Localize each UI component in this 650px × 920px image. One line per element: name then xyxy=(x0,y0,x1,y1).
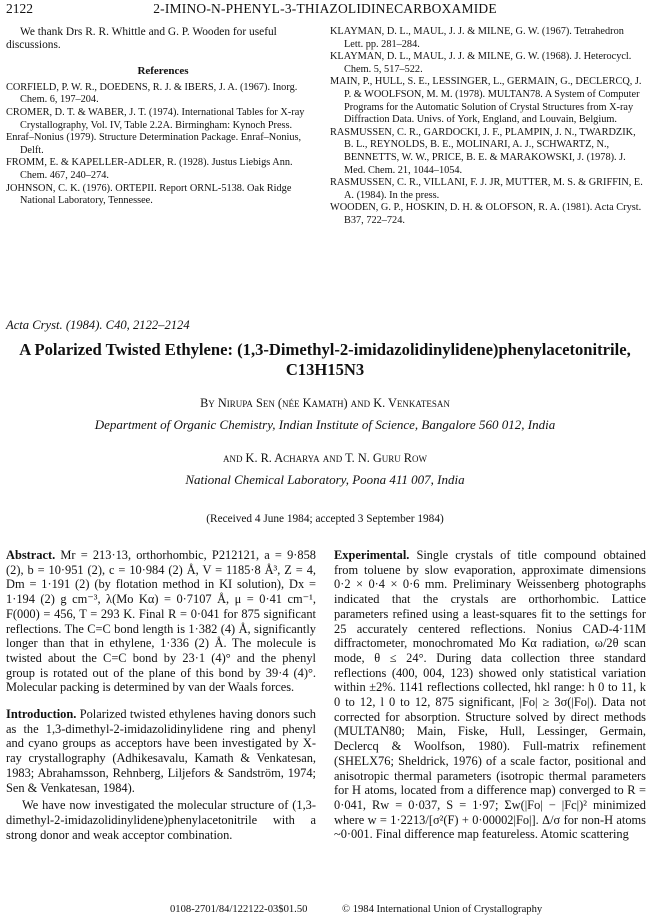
affiliation-1: Department of Organic Chemistry, Indian Institute of Science, Bangalore 560 012, India xyxy=(94,417,556,432)
reference-entry: RASMUSSEN, C. R., VILLANI, F. J. JR, MUTTER, M. S. & GRIFFIN, E. A. (1984). In the press. xyxy=(330,177,643,201)
introduction-label: Introduction. xyxy=(6,707,77,722)
abstract-text: Mr = 213·13, orthorhombic, P212121, a = 9·858 (2), b = 10·951 (2), c = 10·984 (2) Å, V = 1185·8 Å³, Z = 4, Dm = 1·191 (2) (by flotation method in KI solution), Dx = 1·194 (2) g cm⁻³, λ(Mo Kα) = 0·7107 Å, μ = 0·41 cm⁻¹, F(000) = 456, T = 293 K. Final R = 0·041 for 875 significant reflections. The C=C bond length is 1·382 (4) Å, significantly longer than that in ethylene, 1·336 (2) Å. The molecule is twisted about the C=C bond by 23·1 (4)° and the phenyl group is rotated out of the plane of this bond by 39·4 (4)°. Molecular packing is determined by van der Waals forces. xyxy=(6,548,316,695)
previous-article-right-column xyxy=(330,26,644,228)
title-line: A Polarized Twisted Ethylene: (1,3-Dimethyl-2-imidazolidinylidene)phenylacetonitrile, xyxy=(19,340,631,359)
reference-entry: KLAYMAN, D. L., MAUL, J. J. & MILNE, G. W. (1967). Tetrahedron Lett. pp. 281–284. xyxy=(330,26,624,50)
experimental xyxy=(334,548,646,842)
reference-entry: FROMM, E. & KAPELLER-ADLER, R. (1928). Justus Liebigs Ann. Chem. 467, 240–274. xyxy=(6,157,293,182)
acknowledgement: We thank Drs R. R. Whittle and G. P. Wooden for useful discussions. xyxy=(6,26,277,52)
introduction xyxy=(6,707,316,795)
journal-citation: Acta Cryst. (1984). C40, 2122–2124 xyxy=(6,318,190,332)
reference-entry: Enraf–Nonius (1979). Structure Determination Package. Enraf–Nonius, Delft. xyxy=(6,132,302,156)
experimental-text: Single crystals of title compound obtained from toluene by slow evaporation, approximate dimensions 0·2 × 0·4 × 0·6 mm. Preliminary Weissenberg photographs indicated that the crystals are orthorhombic. Lattice parameters refined using a least-squares fit to the settings for 25 accurately centered reflections. Nonius CAD-4·11M diffractometer, monochromated Mo Kα radiation, ω/2θ scan mode, θ ≤ 24°. During data collection three standard reflections (400, 004, 123) showed only statistical variation within ±2%. 1141 reflections collected, hkl range: h 0 to 11, k 0 to 12, l 0 to 12, 875 significant, |Fo| ≥ 3σ(|Fo|). Data not corrected for absorption. Structure solved by direct methods (MULTAN80; Main, Fiske, Hull, Lessinger, Germain, Declercq & Woolfson, 1980). Full-matrix refinement (SHELX76; Sheldrick, 1976) of a scale factor, positional and anisotropic thermal parameters (isotropic thermal parameters for H atoms, located from a difference map) converged to R = 0·041, Rw = 0·037, S = 1·97; Σw(|Fo| − |Fc|)² minimized where w = 1·2213/[σ²(F) + 0·00002|Fo|]. Δ/σ for non-H atoms ~0·001. Final difference map featureless. Atomic scattering xyxy=(334,548,646,842)
introduction-paragraph-2: We have now investigated the molecular structure of (1,3-dimethyl-2-imidazolidinylidene)phenylacetonitrile with a strong donor and weak acceptor combination. xyxy=(6,798,316,842)
affiliation-2: National Chemical Laboratory, Poona 411 007, India xyxy=(185,472,465,487)
experimental-label: Experimental. xyxy=(334,548,410,562)
article-right-column xyxy=(334,548,646,842)
reference-entry: MAIN, P., HULL, S. E., LESSINGER, L., GERMAIN, G., DECLERCQ, J. P. & WOOLFSON, M. M. (1978). MULTAN78. A System of Computer Programs for the Automatic Solution of Crystal Structures from X-ray Diffraction Data. Univs. of York, England, and Louvain, Belgium. xyxy=(330,76,642,126)
abstract-label: Abstract. xyxy=(6,548,56,562)
previous-article-left-column xyxy=(6,26,320,208)
article-code: 0108-2701/84/122122-03$01.50 xyxy=(170,904,308,915)
references-heading: References xyxy=(137,64,189,77)
authors-group-2: and K. R. Acharya and T. N. Guru Row xyxy=(222,451,428,465)
reference-entry: CORFIELD, P. W. R., DOEDENS, R. J. & IBERS, J. A. (1967). Inorg. Chem. 6, 197–204. xyxy=(6,81,298,106)
page-number: 2122 xyxy=(6,1,33,16)
introduction-text: Polarized twisted ethylenes having donors such as the 1,3-dimethyl-2-imidazolidinylidene ring and phenyl and cyano groups as acceptors have been investigated by X-ray crystallography (Adhikesavalu, Kamath & Venkatesan, 1983; Abrahamsson, Rehnberg, Liljefors & Sandström, 1974; Sen & Venkatesan, 1984). xyxy=(6,707,316,795)
reference-entry: WOODEN, G. P., HOSKIN, D. H. & OLOFSON, R. A. (1981). Acta Cryst. B37, 722–724. xyxy=(330,202,642,226)
reference-entry: KLAYMAN, D. L., MAUL, J. J. & MILNE, G. W. (1968). J. Heterocycl. Chem. 5, 517–522. xyxy=(330,51,632,75)
authors-group-1: By Nirupa Sen (née Kamath) and K. Venkatesan xyxy=(200,396,450,410)
abstract xyxy=(6,548,316,695)
article-title xyxy=(10,340,640,380)
reference-entry: CROMER, D. T. & WABER, J. T. (1974). International Tables for X-ray Crystallography, Vol. IV, Table 2.2A. Birmingham: Kynoch Press. xyxy=(6,107,305,131)
received-dates: (Received 4 June 1984; accepted 3 September 1984) xyxy=(206,513,444,525)
reference-entry: RASMUSSEN, C. R., GARDOCKI, J. F., PLAMPIN, J. N., TWARDZIK, B. L., REYNOLDS, B. E., MOLINARI, A. J., SCHWARTZ, N., BENNETTS, W. W., PRICE, B. E. & MARAKOWSKI, J. (1978). J. Med. Chem. 21, 1044–1054. xyxy=(330,126,636,176)
reference-entry: JOHNSON, C. K. (1976). ORTEPII. Report ORNL-5138. Oak Ridge National Laboratory, Tennessee. xyxy=(6,182,292,207)
running-header xyxy=(6,0,644,18)
running-title: 2-IMINO-N-PHENYL-3-THIAZOLIDINECARBOXAMIDE xyxy=(153,1,497,16)
article-left-column xyxy=(6,548,316,842)
title-formula: C13H15N3 xyxy=(285,360,365,379)
copyright: © 1984 International Union of Crystallography xyxy=(342,904,543,915)
